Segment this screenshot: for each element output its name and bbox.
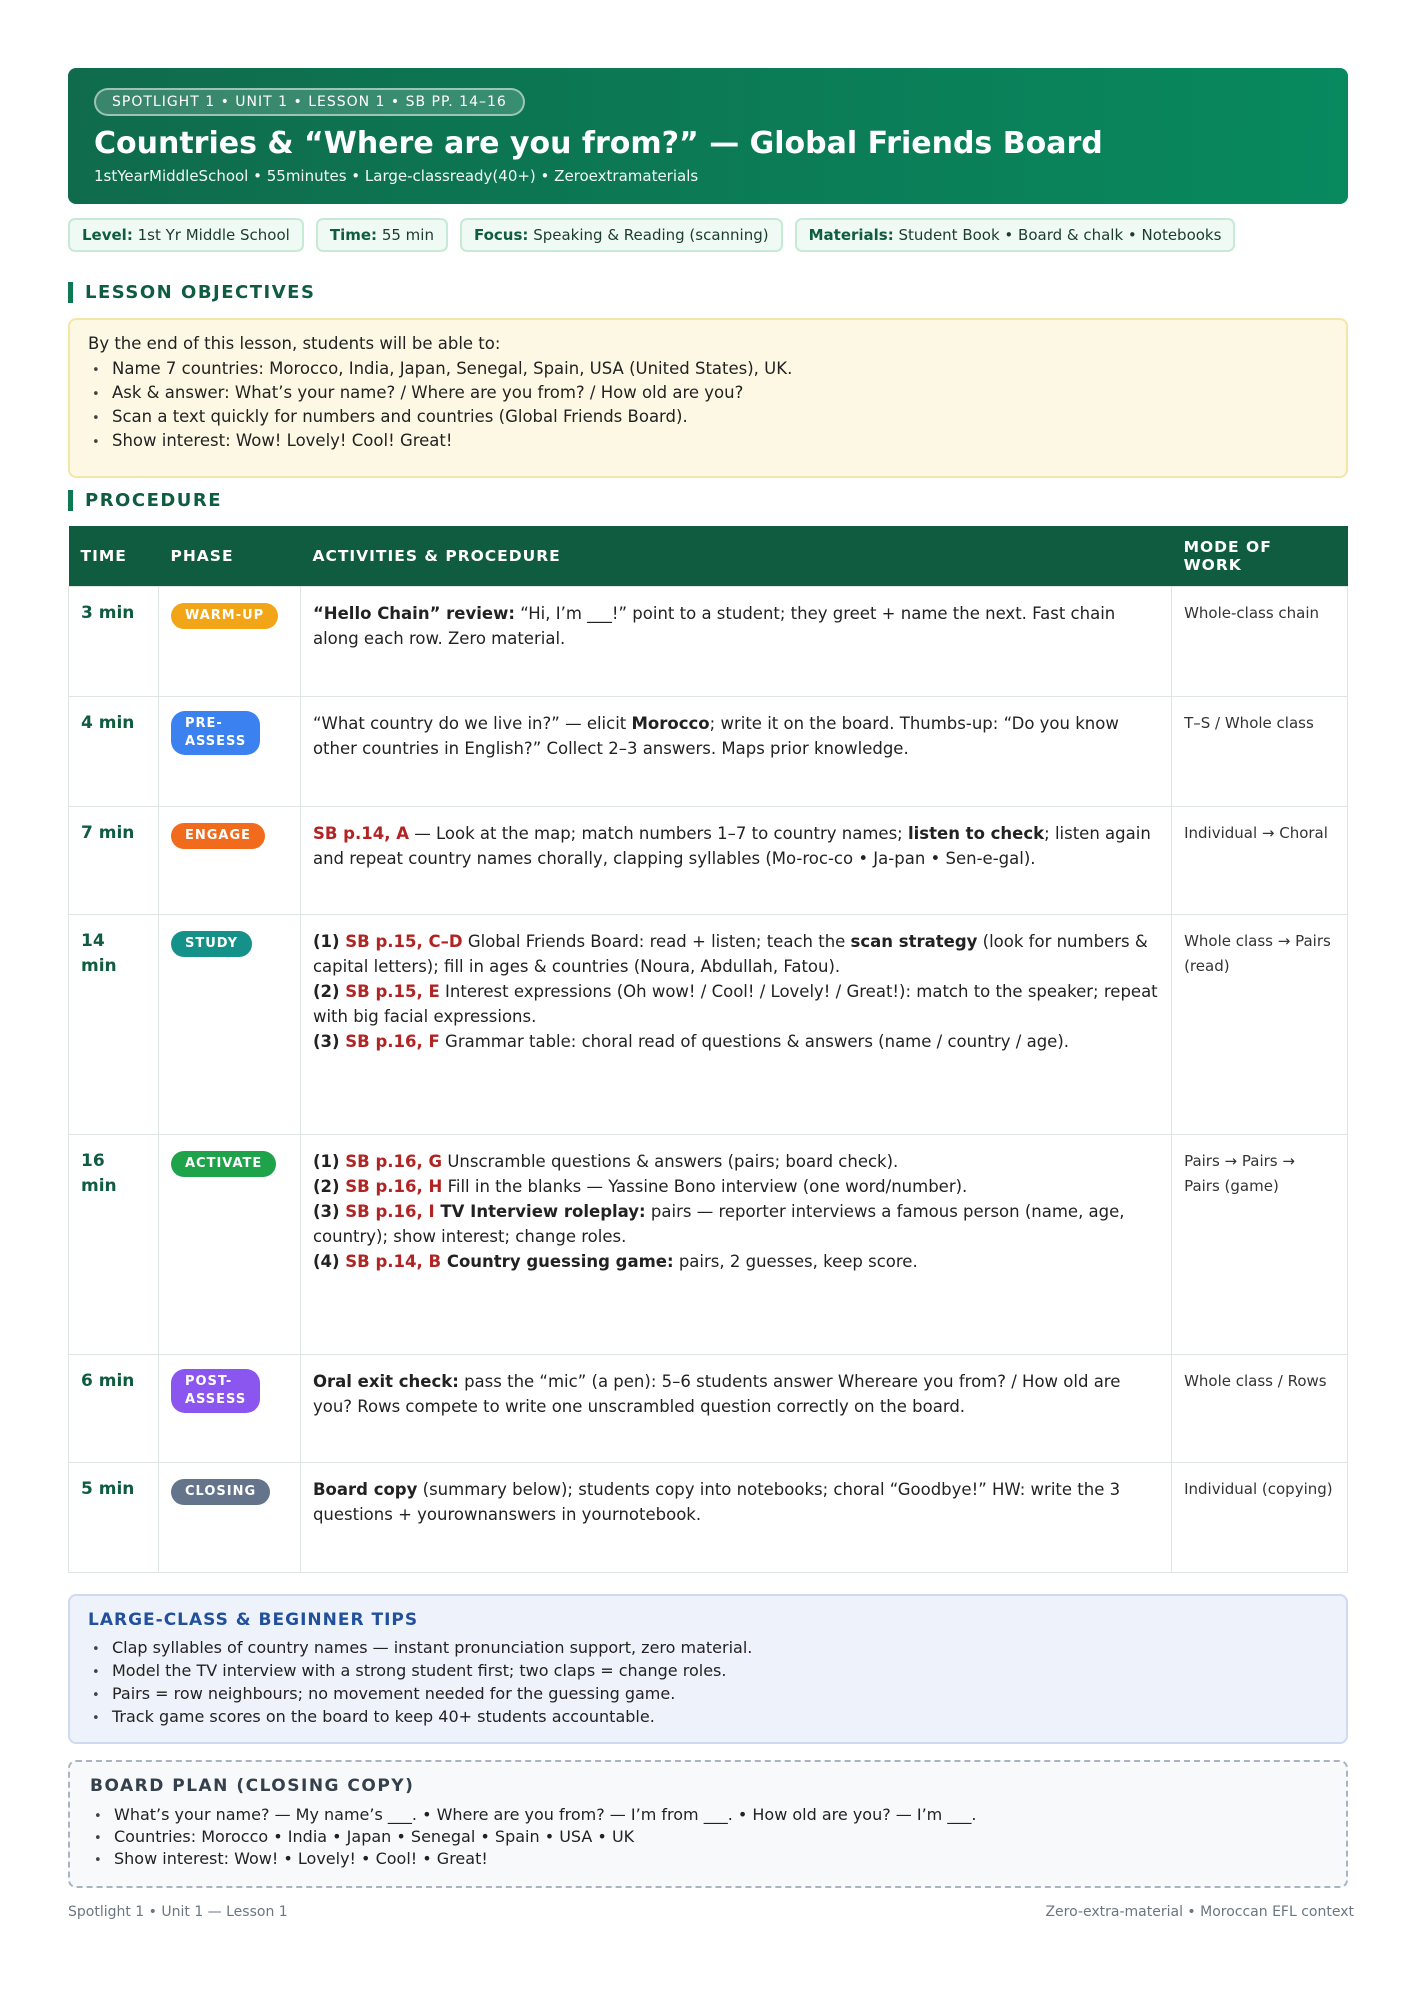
sb-reference: SB p.15, E — [345, 981, 440, 1001]
tips-box — [68, 1594, 1348, 1744]
objectives-intro: By the end of this lesson, students will be able to: — [88, 334, 501, 353]
activity-text: (look for numbers & capital letters); fill in ages & countries (Noura, Abdullah, Fatou). — [312, 931, 1148, 976]
phase-cell — [158, 806, 300, 914]
chip-value: 1st Yr Middle School — [137, 226, 290, 244]
activity-cell — [300, 914, 1171, 1134]
objective-item: • Name 7 countries: Morocco, India, Japan, Senegal, Spain, USA (United States), UK. — [88, 357, 1328, 381]
activity-cell — [300, 1354, 1171, 1462]
tip-item: • Model the TV interview with a strong student first; two claps = change roles. — [88, 1659, 1328, 1682]
column-header-mode: MODE OF WORK — [1172, 526, 1348, 586]
objectives-list — [88, 357, 1328, 453]
lesson-title: Countries & “Where are you from?” — Global Friends Board — [94, 126, 1103, 161]
activity-text: “What country do we live in?” — elicit — [312, 713, 632, 733]
sb-reference: SB p.14, A — [312, 823, 409, 843]
step-number: (2) — [312, 981, 346, 1001]
activity-text: ; write it on the board. Thumbs-up: “Do you know other countries in English?” Collect 2–3 answers. Maps prior knowledge. — [312, 713, 1119, 758]
table-row — [69, 696, 1348, 806]
info-chips — [68, 218, 1235, 252]
column-header-activities: ACTIVITIES & PROCEDURE — [300, 526, 1171, 586]
activity-step — [313, 979, 1159, 1029]
phase-cell — [158, 1134, 300, 1354]
activity-cell — [300, 586, 1171, 696]
procedure-table — [68, 526, 1348, 1573]
sb-reference: SB p.16, G — [345, 1151, 443, 1171]
table-row — [69, 586, 1348, 696]
lesson-reference-tag: SPOTLIGHT 1 • UNIT 1 • LESSON 1 • SB PP. 14–16 — [94, 88, 525, 116]
activity-step — [313, 929, 1159, 979]
mode-cell: Pairs → Pairs → Pairs (game) — [1172, 1134, 1348, 1354]
phase-badge: POST- ASSESS — [171, 1369, 260, 1413]
objective-item: • Show interest: Wow! Lovely! Cool! Great! — [88, 429, 1328, 453]
time-chip — [316, 218, 448, 252]
board-plan-box — [68, 1760, 1348, 1888]
table-row — [69, 1462, 1348, 1572]
objectives-heading: LESSON OBJECTIVES — [68, 282, 315, 303]
time-cell: 16 min — [69, 1134, 159, 1354]
table-row — [69, 914, 1348, 1134]
time-cell: 14 min — [69, 914, 159, 1134]
activity-cell — [300, 1462, 1171, 1572]
sb-reference: SB p.16, H — [345, 1176, 443, 1196]
board-plan-item: • Show interest: Wow! • Lovely! • Cool! • Great! — [90, 1848, 1326, 1870]
activity-step — [313, 1029, 1159, 1054]
step-number: (3) — [312, 1201, 346, 1221]
activity-bold: listen to check — [907, 823, 1045, 843]
activity-bold: Board copy — [312, 1479, 418, 1499]
activity-step — [313, 1199, 1159, 1249]
objective-item: • Ask & answer: What’s your name? / Where are you from? / How old are you? — [88, 381, 1328, 405]
activity-text: (summary below); students copy into notebooks; choral “Goodbye!” HW: write the 3 questions + yourownanswers in yournotebook. — [312, 1479, 1121, 1524]
footer-left: Spotlight 1 • Unit 1 — Lesson 1 — [68, 1904, 288, 1920]
chip-label: Materials: — [808, 226, 894, 244]
phase-cell — [158, 1354, 300, 1462]
step-number: (3) — [312, 1031, 346, 1051]
step-number: (2) — [312, 1176, 346, 1196]
mode-cell: Whole class → Pairs (read) — [1172, 914, 1348, 1134]
column-header-time: TIME — [69, 526, 159, 586]
procedure-header-row — [69, 526, 1348, 586]
activity-cell — [300, 806, 1171, 914]
tip-item: • Pairs = row neighbours; no movement needed for the guessing game. — [88, 1682, 1328, 1705]
phase-badge: ENGAGE — [171, 823, 265, 849]
chip-label: Focus: — [473, 226, 529, 244]
sb-reference: SB p.14, B — [345, 1251, 442, 1271]
activity-step — [313, 1149, 1159, 1174]
chip-value: Student Book • Board & chalk • Notebooks — [898, 226, 1222, 244]
board-plan-item: • Countries: Morocco • India • Japan • Senegal • Spain • USA • UK — [90, 1826, 1326, 1848]
phase-badge: PRE- ASSESS — [171, 711, 260, 755]
mode-cell: Whole-class chain — [1172, 586, 1348, 696]
tip-item: • Clap syllables of country names — instant pronunciation support, zero material. — [88, 1636, 1328, 1659]
time-cell: 5 min — [69, 1462, 159, 1572]
column-header-phase: PHASE — [158, 526, 300, 586]
lesson-subtitle: 1stYearMiddleSchool • 55minutes • Large-classready(40+) • Zeroextramaterials — [94, 167, 699, 185]
step-number: (4) — [312, 1251, 346, 1271]
objective-item: • Scan a text quickly for numbers and countries (Global Friends Board). — [88, 405, 1328, 429]
phase-badge: WARM-UP — [171, 603, 278, 629]
activity-bold: Country guessing game: — [441, 1251, 674, 1271]
activity-text: ; listen again and repeat country names chorally, clapping syllables (Mo-roc-co • Ja-pan • Sen-e-gal). — [312, 823, 1151, 868]
activity-bold: “Hello Chain” review: — [312, 603, 515, 623]
time-cell: 4 min — [69, 696, 159, 806]
phase-cell — [158, 1462, 300, 1572]
lesson-header — [68, 68, 1348, 204]
mode-cell: Individual → Choral — [1172, 806, 1348, 914]
chip-label: Time: — [329, 226, 378, 244]
table-row — [69, 1134, 1348, 1354]
phase-badge: STUDY — [171, 931, 252, 957]
board-plan-heading: BOARD PLAN (CLOSING COPY) — [90, 1776, 415, 1796]
board-plan-item: • What’s your name? — My name’s ___. • Where are you from? — I’m from ___. • How old are you? — I’m ___. — [90, 1804, 1326, 1826]
tips-heading: LARGE-CLASS & BEGINNER TIPS — [88, 1610, 419, 1630]
tips-list — [88, 1636, 1328, 1728]
activity-text: Fill in the blanks — Yassine Bono interview (one word/number). — [442, 1176, 968, 1196]
footer-right: Zero-extra-material • Moroccan EFL context — [1045, 1904, 1354, 1920]
table-row — [69, 806, 1348, 914]
activity-bold: Oral exit check: — [312, 1371, 459, 1391]
mode-cell: Individual (copying) — [1172, 1462, 1348, 1572]
table-row — [69, 1354, 1348, 1462]
sb-reference: SB p.16, I — [345, 1201, 435, 1221]
activity-text: pass the “mic” (a pen): 5–6 students answer Whereare you from? / How old are you? Rows compete to write one unscrambled question correctly on the board. — [312, 1371, 1121, 1416]
board-plan-list — [90, 1804, 1326, 1870]
materials-chip — [795, 218, 1236, 252]
phase-badge: CLOSING — [171, 1479, 270, 1505]
step-number: (1) — [312, 1151, 346, 1171]
chip-value: Speaking & Reading (scanning) — [533, 226, 769, 244]
procedure-heading: PROCEDURE — [68, 490, 222, 511]
mode-cell: T–S / Whole class — [1172, 696, 1348, 806]
activity-cell — [300, 1134, 1171, 1354]
time-cell: 7 min — [69, 806, 159, 914]
activity-step — [313, 1249, 1159, 1274]
phase-cell — [158, 914, 300, 1134]
tip-item: • Track game scores on the board to keep 40+ students accountable. — [88, 1705, 1328, 1728]
activity-cell — [300, 696, 1171, 806]
time-cell: 3 min — [69, 586, 159, 696]
activity-text: Global Friends Board: read + listen; teach the — [462, 931, 851, 951]
activity-text: Unscramble questions & answers (pairs; board check). — [442, 1151, 899, 1171]
activity-text: Grammar table: choral read of questions & answers (name / country / age). — [439, 1031, 1070, 1051]
phase-cell — [158, 586, 300, 696]
step-number: (1) — [312, 931, 346, 951]
chip-label: Level: — [82, 226, 133, 244]
activity-bold: TV Interview roleplay: — [434, 1201, 646, 1221]
activity-text: pairs — reporter interviews a famous person (name, age, country); show interest; change roles. — [312, 1201, 1125, 1246]
phase-badge: ACTIVATE — [171, 1151, 276, 1177]
activity-text: pairs, 2 guesses, keep score. — [673, 1251, 918, 1271]
activity-bold: scan strategy — [850, 931, 978, 951]
time-cell: 6 min — [69, 1354, 159, 1462]
phase-cell — [158, 696, 300, 806]
sb-reference: SB p.16, F — [345, 1031, 440, 1051]
sb-reference: SB p.15, C–D — [345, 931, 463, 951]
level-chip — [68, 218, 304, 252]
activity-text: Interest expressions (Oh wow! / Cool! / Lovely! / Great!): match to the speaker; repeat with big facial expressions. — [312, 981, 1158, 1026]
mode-cell: Whole class / Rows — [1172, 1354, 1348, 1462]
chip-value: 55 min — [381, 226, 434, 244]
activity-text: “Hi, I’m ___!” point to a student; they greet + name the next. Fast chain along each row. Zero material. — [312, 603, 1116, 648]
objectives-box — [68, 318, 1348, 478]
activity-bold: Morocco — [631, 713, 710, 733]
focus-chip — [460, 218, 783, 252]
activity-text: — Look at the map; match numbers 1–7 to country names; — [408, 823, 908, 843]
activity-step — [313, 1174, 1159, 1199]
